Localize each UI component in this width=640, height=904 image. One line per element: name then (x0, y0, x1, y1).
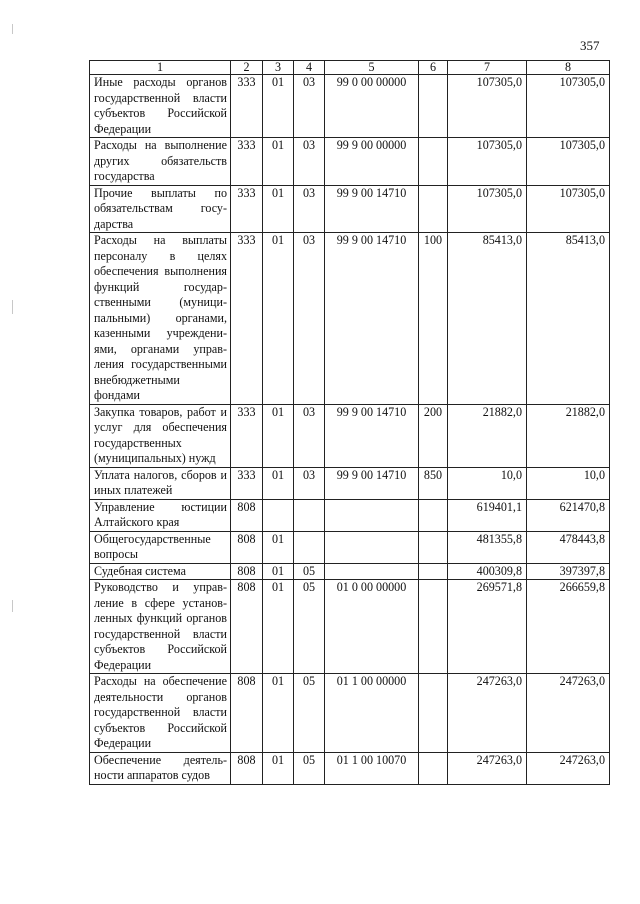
amount-col8-cell: 85413,0 (527, 233, 610, 405)
amount-col7-cell: 247263,0 (448, 752, 527, 784)
amount-col8-cell: 247263,0 (527, 752, 610, 784)
table-row (90, 185, 610, 233)
expense-type-cell: 100 (419, 233, 448, 405)
table-row (90, 75, 610, 138)
section-code-cell (263, 499, 294, 531)
row-name-cell: Руководство и управление в сфере установленных функций органов государственной власти субъектов Российской Федерации (90, 580, 231, 674)
table-row (90, 674, 610, 753)
subsection-code-cell: 03 (294, 233, 325, 405)
subsection-code-cell: 05 (294, 752, 325, 784)
section-code-cell: 01 (263, 752, 294, 784)
target-article-cell: 99 0 00 00000 (325, 75, 419, 138)
row-name-cell: Судебная система (90, 563, 231, 580)
row-name-cell: Прочие выплаты по обязательствам государства (90, 185, 231, 233)
expense-type-cell (419, 499, 448, 531)
section-code-cell: 01 (263, 138, 294, 186)
section-code-cell: 01 (263, 404, 294, 467)
table-row (90, 138, 610, 186)
ministry-code-cell: 333 (231, 185, 263, 233)
row-name-cell: Управление юстиции Алтайского края (90, 499, 231, 531)
amount-col8-cell: 478443,8 (527, 531, 610, 563)
target-article-cell: 99 9 00 14710 (325, 467, 419, 499)
table-row (90, 752, 610, 784)
amount-col8-cell: 107305,0 (527, 185, 610, 233)
ministry-code-cell: 333 (231, 233, 263, 405)
subsection-code-cell: 05 (294, 580, 325, 674)
subsection-code-cell (294, 499, 325, 531)
row-name-cell: Закупка товаров, работ и услуг для обеспечения государственных (муниципальных) нужд (90, 404, 231, 467)
section-code-cell: 01 (263, 467, 294, 499)
expense-type-cell (419, 185, 448, 233)
expense-type-cell: 200 (419, 404, 448, 467)
ministry-code-cell: 808 (231, 531, 263, 563)
amount-col7-cell: 107305,0 (448, 185, 527, 233)
expense-type-cell (419, 138, 448, 186)
header-cell: 5 (325, 61, 419, 75)
table-row (90, 499, 610, 531)
section-code-cell: 01 (263, 233, 294, 405)
row-name-cell: Обеспечение деятельности аппаратов судов (90, 752, 231, 784)
expense-type-cell (419, 75, 448, 138)
target-article-cell (325, 499, 419, 531)
amount-col8-cell: 107305,0 (527, 75, 610, 138)
ministry-code-cell: 333 (231, 138, 263, 186)
margin-mark (12, 600, 13, 612)
amount-col8-cell: 247263,0 (527, 674, 610, 753)
subsection-code-cell (294, 531, 325, 563)
section-code-cell: 01 (263, 563, 294, 580)
amount-col8-cell: 397397,8 (527, 563, 610, 580)
table-row (90, 404, 610, 467)
section-code-cell: 01 (263, 674, 294, 753)
ministry-code-cell: 333 (231, 404, 263, 467)
amount-col7-cell: 619401,1 (448, 499, 527, 531)
ministry-code-cell: 808 (231, 674, 263, 753)
expense-type-cell: 850 (419, 467, 448, 499)
amount-col8-cell: 107305,0 (527, 138, 610, 186)
ministry-code-cell: 333 (231, 467, 263, 499)
section-code-cell: 01 (263, 75, 294, 138)
amount-col7-cell: 107305,0 (448, 75, 527, 138)
header-cell: 3 (263, 61, 294, 75)
header-cell: 2 (231, 61, 263, 75)
target-article-cell: 99 9 00 14710 (325, 233, 419, 405)
row-name-cell: Расходы на выполнение других обязательств государства (90, 138, 231, 186)
target-article-cell: 99 9 00 00000 (325, 138, 419, 186)
expense-type-cell (419, 580, 448, 674)
header-cell: 7 (448, 61, 527, 75)
ministry-code-cell: 333 (231, 75, 263, 138)
ministry-code-cell: 808 (231, 752, 263, 784)
row-name-cell: Расходы на обеспечение деятельности органов государственной власти субъектов Российской Федерации (90, 674, 231, 753)
table-row (90, 563, 610, 580)
expense-type-cell (419, 752, 448, 784)
amount-col7-cell: 85413,0 (448, 233, 527, 405)
amount-col7-cell: 247263,0 (448, 674, 527, 753)
expense-type-cell (419, 674, 448, 753)
header-row (90, 61, 610, 75)
margin-mark (12, 300, 13, 314)
subsection-code-cell: 03 (294, 467, 325, 499)
row-name-cell: Иные расходы органов государственной власти субъектов Российской Федерации (90, 75, 231, 138)
subsection-code-cell: 05 (294, 563, 325, 580)
subsection-code-cell: 05 (294, 674, 325, 753)
header-cell: 6 (419, 61, 448, 75)
amount-col7-cell: 269571,8 (448, 580, 527, 674)
ministry-code-cell: 808 (231, 563, 263, 580)
amount-col7-cell: 21882,0 (448, 404, 527, 467)
margin-mark (12, 24, 13, 34)
amount-col8-cell: 621470,8 (527, 499, 610, 531)
row-name-cell: Расходы на выплаты персоналу в целях обеспечения выполнения функций государственными (муниципальными) органами, казенными учреждениями, органами управления государственными внебюджетными фондами (90, 233, 231, 405)
target-article-cell: 99 9 00 14710 (325, 404, 419, 467)
expense-type-cell (419, 531, 448, 563)
target-article-cell: 01 0 00 00000 (325, 580, 419, 674)
expense-type-cell (419, 563, 448, 580)
target-article-cell: 01 1 00 10070 (325, 752, 419, 784)
subsection-code-cell: 03 (294, 404, 325, 467)
header-cell: 8 (527, 61, 610, 75)
row-name-cell: Уплата налогов, сборов и иных платежей (90, 467, 231, 499)
table-row (90, 233, 610, 405)
target-article-cell: 01 1 00 00000 (325, 674, 419, 753)
amount-col7-cell: 10,0 (448, 467, 527, 499)
table-row (90, 467, 610, 499)
amount-col7-cell: 481355,8 (448, 531, 527, 563)
section-code-cell: 01 (263, 185, 294, 233)
header-cell: 4 (294, 61, 325, 75)
subsection-code-cell: 03 (294, 185, 325, 233)
subsection-code-cell: 03 (294, 138, 325, 186)
section-code-cell: 01 (263, 580, 294, 674)
amount-col7-cell: 107305,0 (448, 138, 527, 186)
header-cell: 1 (90, 61, 231, 75)
row-name-cell: Общегосударственные вопросы (90, 531, 231, 563)
section-code-cell: 01 (263, 531, 294, 563)
ministry-code-cell: 808 (231, 499, 263, 531)
amount-col8-cell: 266659,8 (527, 580, 610, 674)
table-row (90, 580, 610, 674)
budget-table (89, 60, 610, 785)
page-number: 357 (580, 38, 600, 53)
target-article-cell (325, 563, 419, 580)
amount-col8-cell: 10,0 (527, 467, 610, 499)
amount-col8-cell: 21882,0 (527, 404, 610, 467)
table-row (90, 531, 610, 563)
target-article-cell (325, 531, 419, 563)
ministry-code-cell: 808 (231, 580, 263, 674)
subsection-code-cell: 03 (294, 75, 325, 138)
target-article-cell: 99 9 00 14710 (325, 185, 419, 233)
amount-col7-cell: 400309,8 (448, 563, 527, 580)
